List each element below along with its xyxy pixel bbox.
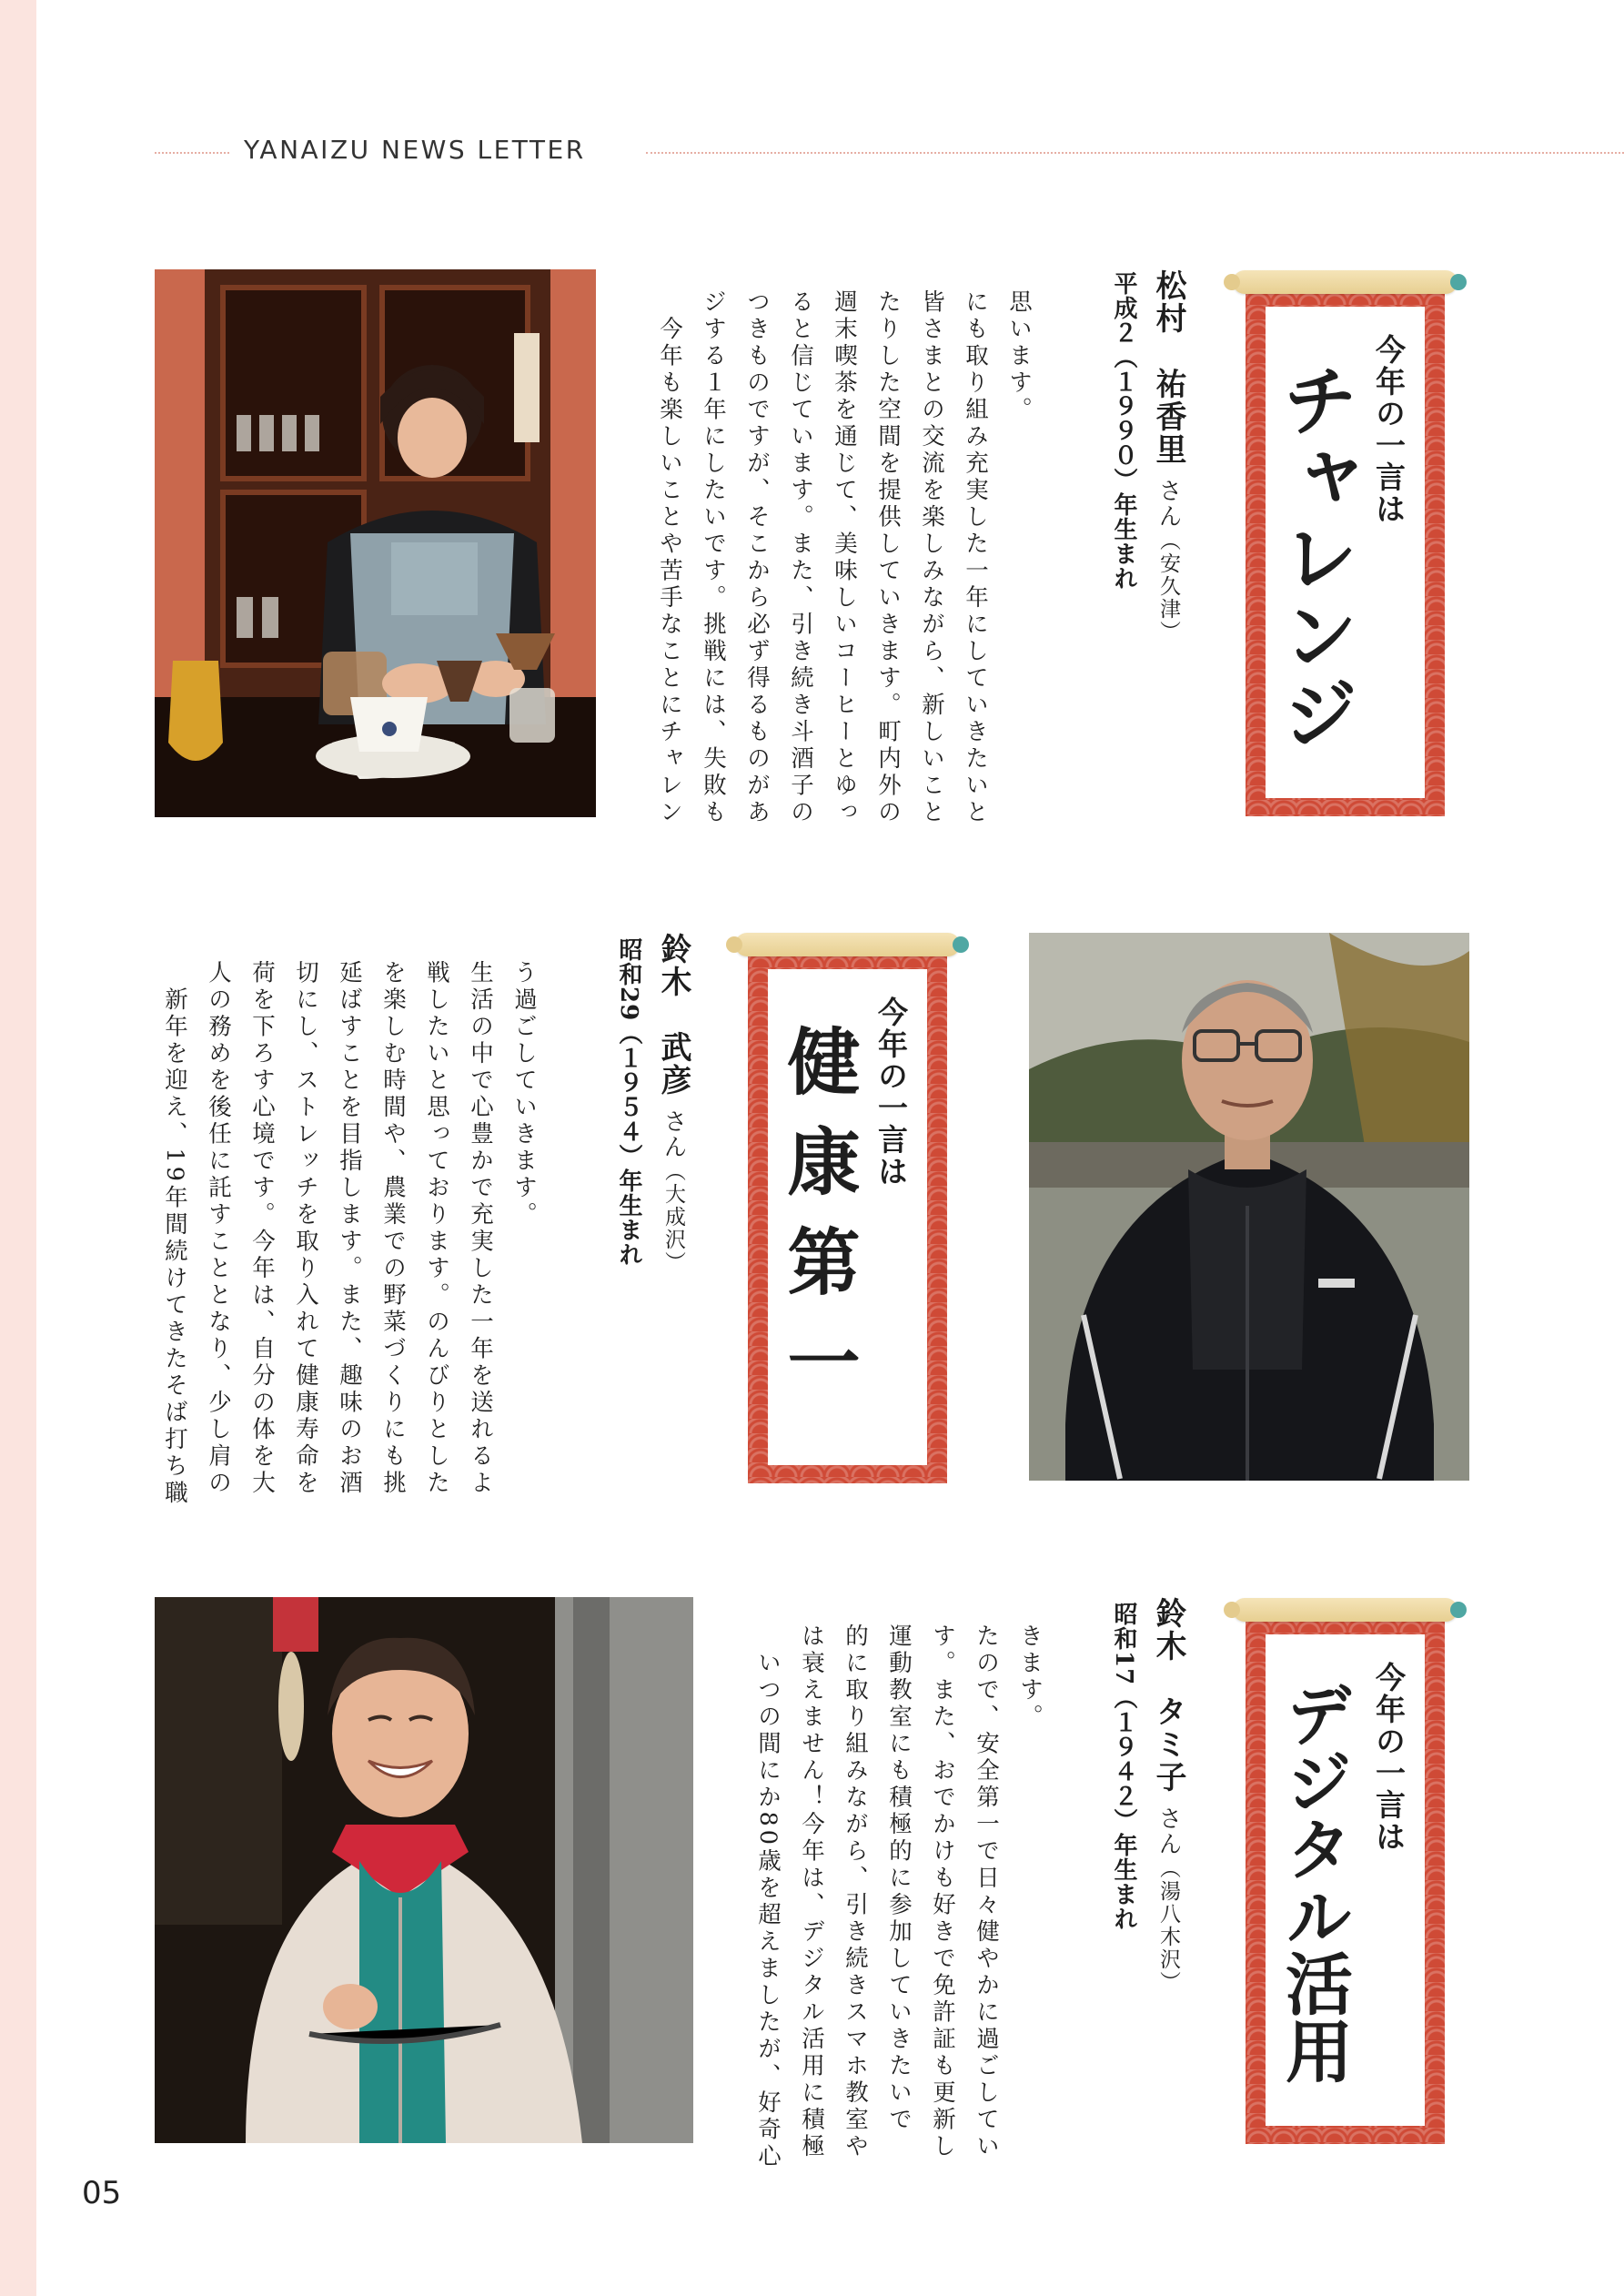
body-line: 延ばすことを目指します。また、趣味のお酒 <box>336 960 363 1497</box>
family-name: 鈴木 <box>1150 1597 1186 1663</box>
body-line: う過ごしていきます。 <box>510 960 538 1229</box>
banner-digital <box>1233 1598 1458 2144</box>
banner-challenge <box>1233 270 1458 816</box>
body-line: たので、安全第一で日々健やかに過ごしてい <box>973 1623 1000 2160</box>
body-line: 運動教室にも積極的に参加していきたいで <box>885 1623 913 2134</box>
banner-rod <box>735 933 960 956</box>
given-name: 祐香里 <box>1150 368 1186 466</box>
body-line: きます。 <box>1016 1623 1044 1731</box>
profile-2-name <box>650 933 697 1274</box>
profile-1-name <box>1145 269 1192 643</box>
header-rule-right <box>646 152 1624 154</box>
body-line: 皆さまとの交流を楽しみながら、新しいこと <box>918 289 945 826</box>
banner-word: 健康第一 <box>775 1024 861 1424</box>
body-line: たりした空間を提供していきます。町内外の <box>874 289 902 826</box>
page-number: 05 <box>82 2175 122 2211</box>
banner-rod <box>1233 270 1458 294</box>
banner-paper <box>1266 307 1425 798</box>
profile-1-birth: 平成２（１９９０）年生まれ <box>1110 271 1137 591</box>
body-line: ると信じています。また、引き続き斗酒子の <box>787 289 814 826</box>
banner-lead: 今年の一言は <box>1371 1662 1407 1853</box>
area-name: （湯八木沢） <box>1156 1856 1180 1994</box>
banner-word: デジタル活用 <box>1275 1680 1353 2084</box>
family-name: 鈴木 <box>655 933 691 998</box>
honorific: さん <box>660 1108 687 1160</box>
body-line: を楽しむ時間や、農業での野菜づくりにも挑 <box>379 960 407 1497</box>
profile-2-birth: 昭和29（１９５４）年生まれ <box>615 937 642 1268</box>
body-line: 的に取り組みながら、引き続きスマホ教室や <box>842 1623 869 2160</box>
banner-paper <box>1266 1634 1425 2126</box>
banner-health <box>735 933 960 1483</box>
photo-woman-smiling <box>155 1597 693 2143</box>
body-line: ジする１年にしたいです。挑戦には、失敗も <box>700 289 727 826</box>
page-edge-strip <box>0 0 36 2296</box>
banner-word: チャレンジ <box>1270 361 1360 753</box>
body-line: 生活の中で心豊かで充実した一年を送れるよ <box>467 960 494 1497</box>
banner-frame <box>748 953 947 1483</box>
newsletter-title: YANAIZU NEWS LETTER <box>244 135 586 165</box>
profile-3-body <box>746 1623 1052 2170</box>
area-name: （大成沢） <box>661 1159 685 1274</box>
profile-1-body <box>648 289 1041 826</box>
body-line: にも取り組み充実した一年にしていきたいと <box>962 289 989 826</box>
given-name: 武彦 <box>655 1031 691 1097</box>
body-line: 荷を下ろす心境です。今年は、自分の体を大 <box>248 960 276 1497</box>
body-line: 今年も楽しいことや苦手なことにチャレン <box>656 289 683 826</box>
body-line: 思います。 <box>1005 289 1033 424</box>
photo-barista <box>155 269 596 817</box>
header-rule-left <box>155 152 229 154</box>
banner-rod <box>1233 1598 1458 1622</box>
body-line: 戦したいと思っております。のんびりとした <box>423 960 450 1497</box>
body-line: 切にし、ストレッチを取り入れて健康寿命を <box>292 960 319 1497</box>
profile-3-name <box>1145 1597 1192 1994</box>
banner-frame <box>1246 1618 1445 2144</box>
honorific: さん <box>1155 1805 1182 1857</box>
body-line: 人の務めを後任に託すこととなり、少し肩の <box>205 960 232 1497</box>
body-line: は衰えません！今年は、デジタル活用に積極 <box>798 1623 825 2160</box>
body-line: す。また、おでかけも好きで免許証も更新し <box>929 1623 956 2160</box>
family-name: 松村 <box>1150 269 1186 335</box>
body-line: いつの間にか80歳を超えましたが、好奇心 <box>754 1623 782 2170</box>
given-name: タミ子 <box>1150 1695 1186 1794</box>
profile-2-body <box>153 960 546 1507</box>
banner-lead: 今年の一言は <box>873 996 909 1188</box>
area-name: （安久津） <box>1156 529 1180 643</box>
honorific: さん <box>1155 478 1182 530</box>
photo-man-jacket <box>1029 933 1469 1481</box>
banner-lead: 今年の一言は <box>1371 334 1407 525</box>
banner-paper <box>768 969 927 1465</box>
body-line: つきものですが、そこから必ず得るものがあ <box>743 289 771 826</box>
body-line: 新年を迎え、19年間続けてきたそば打ち職 <box>161 960 188 1507</box>
body-line: 週末喫茶を通じて、美味しいコーヒーとゆっ <box>831 289 858 826</box>
banner-frame <box>1246 290 1445 816</box>
profile-3-birth: 昭和17（１９４２）年生まれ <box>1110 1602 1137 1932</box>
